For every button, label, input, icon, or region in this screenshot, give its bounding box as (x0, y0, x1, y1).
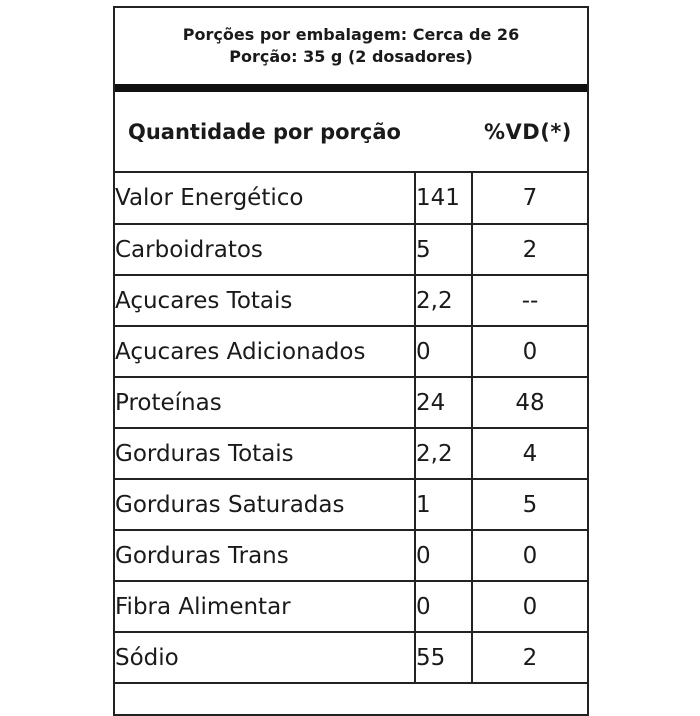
nutrient-name: Gorduras Saturadas (115, 479, 415, 530)
nutrient-quantity: 1 (415, 479, 472, 530)
serving-info (115, 8, 587, 84)
nutrient-daily-value: 0 (472, 581, 587, 632)
thick-divider (115, 84, 587, 92)
nutrient-daily-value: 0 (472, 530, 587, 581)
nutrient-quantity: 2,2 (415, 275, 472, 326)
nutrient-daily-value: 2 (472, 632, 587, 683)
nutrient-name: Gorduras Totais (115, 428, 415, 479)
nutrient-name: Gorduras Trans (115, 530, 415, 581)
nutrient-quantity: 0 (415, 326, 472, 377)
nutrient-quantity: 5 (415, 224, 472, 275)
table-row (115, 173, 587, 224)
serving-size: Porção: 35 g (2 dosadores) (229, 47, 473, 66)
table-row (115, 581, 587, 632)
table-row (115, 224, 587, 275)
table-row (115, 530, 587, 581)
nutrient-daily-value: 48 (472, 377, 587, 428)
nutrient-name: Fibra Alimentar (115, 581, 415, 632)
table-row (115, 632, 587, 683)
nutrition-facts-label (113, 6, 589, 716)
table-row (115, 275, 587, 326)
nutrient-daily-value: 7 (472, 173, 587, 224)
nutrient-name: Carboidratos (115, 224, 415, 275)
nutrient-quantity: 0 (415, 581, 472, 632)
table-header (115, 92, 587, 173)
quantity-per-serving-heading: Quantidade por porção (128, 120, 401, 144)
nutrient-daily-value: 4 (472, 428, 587, 479)
nutrient-quantity: 2,2 (415, 428, 472, 479)
nutrient-name: Proteínas (115, 377, 415, 428)
nutrient-daily-value: -- (472, 275, 587, 326)
table-row (115, 326, 587, 377)
table-row (115, 377, 587, 428)
nutrient-name: Valor Energético (115, 173, 415, 224)
table-row (115, 428, 587, 479)
nutrient-quantity: 141 (415, 173, 472, 224)
nutrient-quantity: 0 (415, 530, 472, 581)
nutrient-daily-value: 5 (472, 479, 587, 530)
nutrient-name: Açucares Totais (115, 275, 415, 326)
nutrient-daily-value: 0 (472, 326, 587, 377)
nutrient-name: Açucares Adicionados (115, 326, 415, 377)
table-row (115, 479, 587, 530)
nutrient-quantity: 55 (415, 632, 472, 683)
daily-value-heading: %VD(*) (484, 120, 572, 144)
nutrient-name: Sódio (115, 632, 415, 683)
nutrient-daily-value: 2 (472, 224, 587, 275)
nutrition-table (115, 173, 587, 684)
servings-per-package: Porções por embalagem: Cerca de 26 (182, 25, 520, 44)
nutrient-quantity: 24 (415, 377, 472, 428)
